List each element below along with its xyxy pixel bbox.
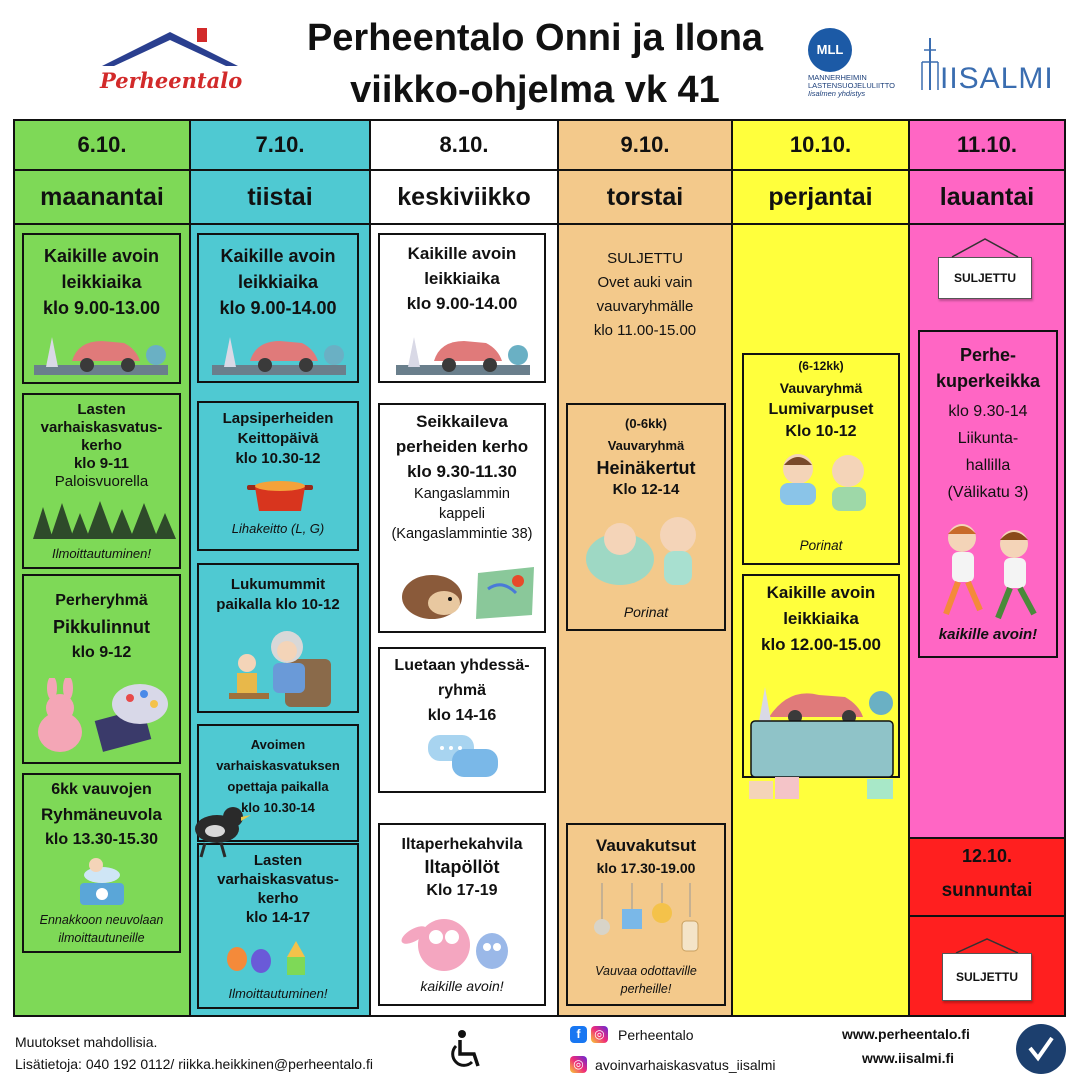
page-title	[250, 12, 820, 116]
closed-sign-text: SULJETTU	[955, 970, 1018, 984]
event-line: Kaikille avoin	[43, 246, 160, 266]
event-line: Vauvaryhmä	[779, 380, 863, 396]
footer	[0, 1020, 1080, 1080]
date-saturday: 11.10.	[910, 121, 1064, 171]
closed-sign-sunday	[942, 953, 1032, 1001]
toy-car-icon	[209, 327, 349, 377]
event-line: Klo 17-19	[426, 882, 498, 899]
column-wednesday	[371, 121, 559, 1015]
mll-logo[interactable]	[808, 28, 908, 98]
event-line: Avoimen	[250, 737, 306, 752]
event-line: varhaiskasvatus-	[217, 871, 339, 888]
event-line: Heinäkertut	[596, 458, 696, 478]
event-line: Iltapöllöt	[424, 857, 500, 877]
event-line: Lumivarpuset	[768, 401, 874, 418]
weekday-tuesday: tiistai	[191, 171, 369, 225]
event-line: Lukumummit	[230, 576, 326, 593]
event-address: (Kangaslammintie 38)	[391, 526, 533, 542]
note-line: Ennakkoon neuvolaan	[39, 913, 164, 927]
event-line: klo 14-17	[245, 909, 311, 926]
iisalmi-logo-text: IISALMI	[940, 62, 1054, 95]
note-line: Vauvaa odottaville	[595, 964, 697, 978]
event-line: Ryhmäneuvola	[41, 805, 162, 824]
registration-note: Ilmoittautuminen!	[228, 986, 328, 1001]
date-friday: 10.10.	[733, 121, 908, 171]
event-location: Kangaslammin	[414, 486, 510, 502]
social-handle: avoinvarhaiskasvatus_iisalmi	[595, 1056, 776, 1073]
event-wed-leikkiaika[interactable]	[378, 233, 546, 383]
event-wed-seikkaileva[interactable]	[378, 403, 546, 633]
event-line: perheiden kerho	[395, 437, 529, 456]
footer-contact-info[interactable]: Lisätietoja: 040 192 0112/ riikka.heikkinen@perheentalo.fi	[15, 1056, 373, 1072]
closed-sign-text: SULJETTU	[953, 271, 1016, 285]
event-line: klo 14-16	[427, 707, 497, 724]
event-tue-lukumummit[interactable]	[197, 563, 359, 713]
event-line: Vauvaryhmä	[607, 438, 685, 453]
notice-line: Ovet auki vain	[597, 274, 693, 291]
event-line: kuperkeikka	[935, 371, 1041, 391]
event-line: klo 10.30-12	[235, 450, 321, 467]
hedgehog-map-icon	[392, 559, 538, 623]
event-mon-ryhmaneuvola[interactable]	[22, 773, 181, 953]
toy-car-icon	[32, 327, 170, 377]
instagram-icon: ◎	[570, 1056, 587, 1073]
handprints-icon	[223, 937, 333, 981]
column-monday	[15, 121, 191, 1015]
date-wednesday: 8.10.	[371, 121, 557, 171]
note-line: perheille!	[620, 982, 672, 996]
weekday-wednesday: keskiviikko	[371, 171, 557, 225]
mll-line-1: MANNERHEIMIN	[808, 73, 867, 82]
thursday-closed-notice	[559, 247, 731, 343]
running-kids-icon	[930, 518, 1048, 626]
baby-scale-icon	[76, 853, 128, 907]
event-line: Lasten	[253, 852, 303, 869]
toy-car-icon	[392, 327, 534, 377]
event-line: Vauvakutsut	[595, 836, 697, 855]
event-fri-lumivarpuset[interactable]	[742, 353, 900, 565]
column-friday	[733, 121, 910, 1015]
facebook-instagram-link[interactable]	[570, 1026, 694, 1043]
weekday-monday: maanantai	[15, 171, 189, 225]
event-sat-perhekuperkeikka[interactable]	[918, 330, 1058, 658]
weekday-friday: perjantai	[733, 171, 908, 225]
event-tue-leikkiaika[interactable]	[197, 233, 359, 383]
notice-line: vauvaryhmälle	[596, 298, 694, 315]
event-wed-luetaan[interactable]	[378, 647, 546, 793]
column-saturday	[910, 121, 1064, 1015]
event-mon-kerho[interactable]	[22, 393, 181, 569]
event-line: Kaikille avoin	[220, 246, 336, 266]
event-wed-iltaperhekahvila[interactable]	[378, 823, 546, 1006]
title-line-2: viikko-ohjelma vk 41	[350, 69, 720, 111]
bunny-paint-icon	[30, 678, 176, 756]
registration-note: Ilmoittautuminen!	[52, 546, 151, 561]
house-roof-icon	[102, 26, 238, 70]
event-line: (0-6kk)	[625, 416, 667, 431]
event-line: Keittopäivä	[237, 430, 319, 447]
event-mon-perheryhma[interactable]	[22, 574, 181, 764]
weekday-saturday: lauantai	[910, 171, 1064, 225]
wheelchair-icon	[448, 1030, 484, 1070]
header	[0, 0, 1080, 118]
event-line: Seikkaileva	[416, 412, 508, 431]
instagram-icon: ◎	[591, 1026, 608, 1043]
title-line-1: Perheentalo Onni ja Ilona	[306, 17, 764, 59]
event-line: klo 9.30-11.30	[407, 462, 517, 481]
event-location: Liikunta-	[957, 430, 1019, 447]
event-line: klo 9-11	[73, 455, 130, 472]
notice-line: klo 11.00-15.00	[593, 322, 697, 339]
event-line: leikkiaika	[424, 269, 500, 288]
certification-seal-icon	[1016, 1024, 1066, 1074]
sunday-block	[910, 837, 1064, 1015]
column-tuesday	[191, 121, 371, 1015]
closed-label: SULJETTU	[607, 250, 683, 267]
mll-line-2: LASTENSUOJELULIITTO	[808, 81, 895, 90]
week-schedule-grid	[13, 119, 1066, 1017]
perheentalo-logo[interactable]	[100, 22, 243, 102]
event-line: Lapsiperheiden	[222, 410, 334, 427]
babies-icon	[770, 451, 876, 517]
event-line: klo 12.00-15.00	[760, 635, 882, 654]
event-line: Pikkulinnut	[52, 617, 150, 637]
iisalmi-logo[interactable]	[918, 36, 1063, 96]
perheentalo-logo-text: Perheentalo	[100, 68, 243, 93]
event-line: klo 9.00-14.00	[406, 294, 518, 313]
checkmark-icon	[1016, 1024, 1066, 1074]
bird-icon	[185, 797, 251, 859]
event-tue-kerho[interactable]	[197, 843, 359, 1009]
open-note: kaikille avoin!	[938, 626, 1038, 643]
event-location: kappeli	[439, 506, 485, 522]
open-note: kaikille avoin!	[420, 978, 504, 994]
event-line: kerho	[81, 437, 122, 454]
event-location: Paloisvuorella	[54, 473, 149, 490]
event-line: leikkiaika	[783, 609, 859, 628]
website-link-perheentalo[interactable]: www.perheentalo.fi	[842, 1026, 970, 1042]
event-line: klo 13.30-15.30	[45, 831, 158, 848]
event-line: paikalla klo 10-12	[216, 596, 340, 613]
weekday-thursday: torstai	[559, 171, 731, 225]
event-line: klo 9.30-14	[948, 403, 1028, 420]
event-line: ryhmä	[437, 682, 487, 699]
event-line: klo 17.30-19.00	[596, 860, 696, 876]
date-tuesday: 7.10.	[191, 121, 369, 171]
footer-changes-note: Muutokset mahdollisia.	[15, 1034, 158, 1050]
weekday-sunday: sunnuntai	[941, 880, 1033, 901]
event-line: Perheryhmä	[55, 592, 148, 609]
porinat-note: Porinat	[799, 538, 843, 553]
event-line: opettaja paikalla	[227, 779, 329, 794]
event-line: klo 9.00-13.00	[42, 298, 161, 318]
event-line: Perhe-	[959, 345, 1017, 365]
closed-sign-saturday	[938, 257, 1032, 299]
date-sunday: 12.10.	[961, 846, 1013, 866]
event-mon-leikkiaika[interactable]	[22, 233, 181, 384]
event-line: leikkiaika	[61, 272, 142, 292]
event-line: kerho	[257, 890, 299, 907]
chat-bubbles-icon	[426, 733, 502, 783]
forest-icon	[28, 499, 178, 539]
event-line: Lasten	[77, 401, 126, 418]
event-location: hallilla	[965, 457, 1011, 474]
mll-logo-text	[808, 74, 908, 98]
porinat-note: Porinat	[623, 604, 669, 620]
website-link-iisalmi[interactable]: www.iisalmi.fi	[862, 1050, 955, 1066]
babies-icon	[580, 509, 714, 595]
mll-line-3: Iisalmen yhdistys	[808, 89, 866, 98]
event-line: klo 9.00-14.00	[219, 298, 337, 318]
social-handle: Perheentalo	[618, 1026, 694, 1043]
event-line: leikkiaika	[237, 272, 319, 292]
event-line: Iltaperhekahvila	[401, 836, 523, 853]
mll-circle: MLL	[808, 28, 852, 72]
event-line: 6kk vauvojen	[51, 781, 152, 798]
event-line: varhaiskasvatuksen	[216, 758, 340, 773]
toy-box-icon	[749, 681, 899, 801]
note-line: ilmoittautuneille	[58, 931, 145, 945]
menu-note: Lihakeitto (L, G)	[231, 521, 325, 536]
event-line: Klo 10-12	[785, 423, 857, 440]
event-thu-vauvakutsut[interactable]	[566, 823, 726, 1006]
event-line: Kaikille avoin	[407, 244, 517, 263]
event-address: (Välikatu 3)	[947, 484, 1029, 501]
event-tue-keittopaiva[interactable]	[197, 401, 359, 551]
event-line: Kaikille avoin	[766, 583, 876, 602]
grandma-reading-icon	[225, 623, 335, 709]
vauvakutsut-note	[568, 962, 724, 998]
event-thu-heinakertut[interactable]	[566, 403, 726, 631]
facebook-icon: f	[570, 1026, 587, 1043]
sunday-divider	[910, 915, 1064, 917]
column-thursday	[559, 121, 733, 1015]
sign-string-icon	[946, 237, 1024, 259]
event-line: klo 10.30-14	[241, 800, 315, 815]
event-line: (6-12kk)	[798, 359, 844, 373]
date-monday: 6.10.	[15, 121, 189, 171]
neuvola-note	[24, 911, 179, 947]
baby-mobile-icon	[590, 883, 706, 959]
soup-pot-icon	[247, 473, 313, 513]
event-line: varhaiskasvatus-	[40, 419, 163, 436]
owls-icon	[396, 905, 526, 975]
date-thursday: 9.10.	[559, 121, 731, 171]
instagram-link[interactable]	[570, 1056, 776, 1073]
event-line: Klo 12-14	[612, 481, 680, 498]
event-line: Luetaan yhdessä-	[394, 657, 530, 674]
event-line: klo 9-12	[71, 644, 132, 661]
church-tower-icon	[918, 36, 942, 92]
